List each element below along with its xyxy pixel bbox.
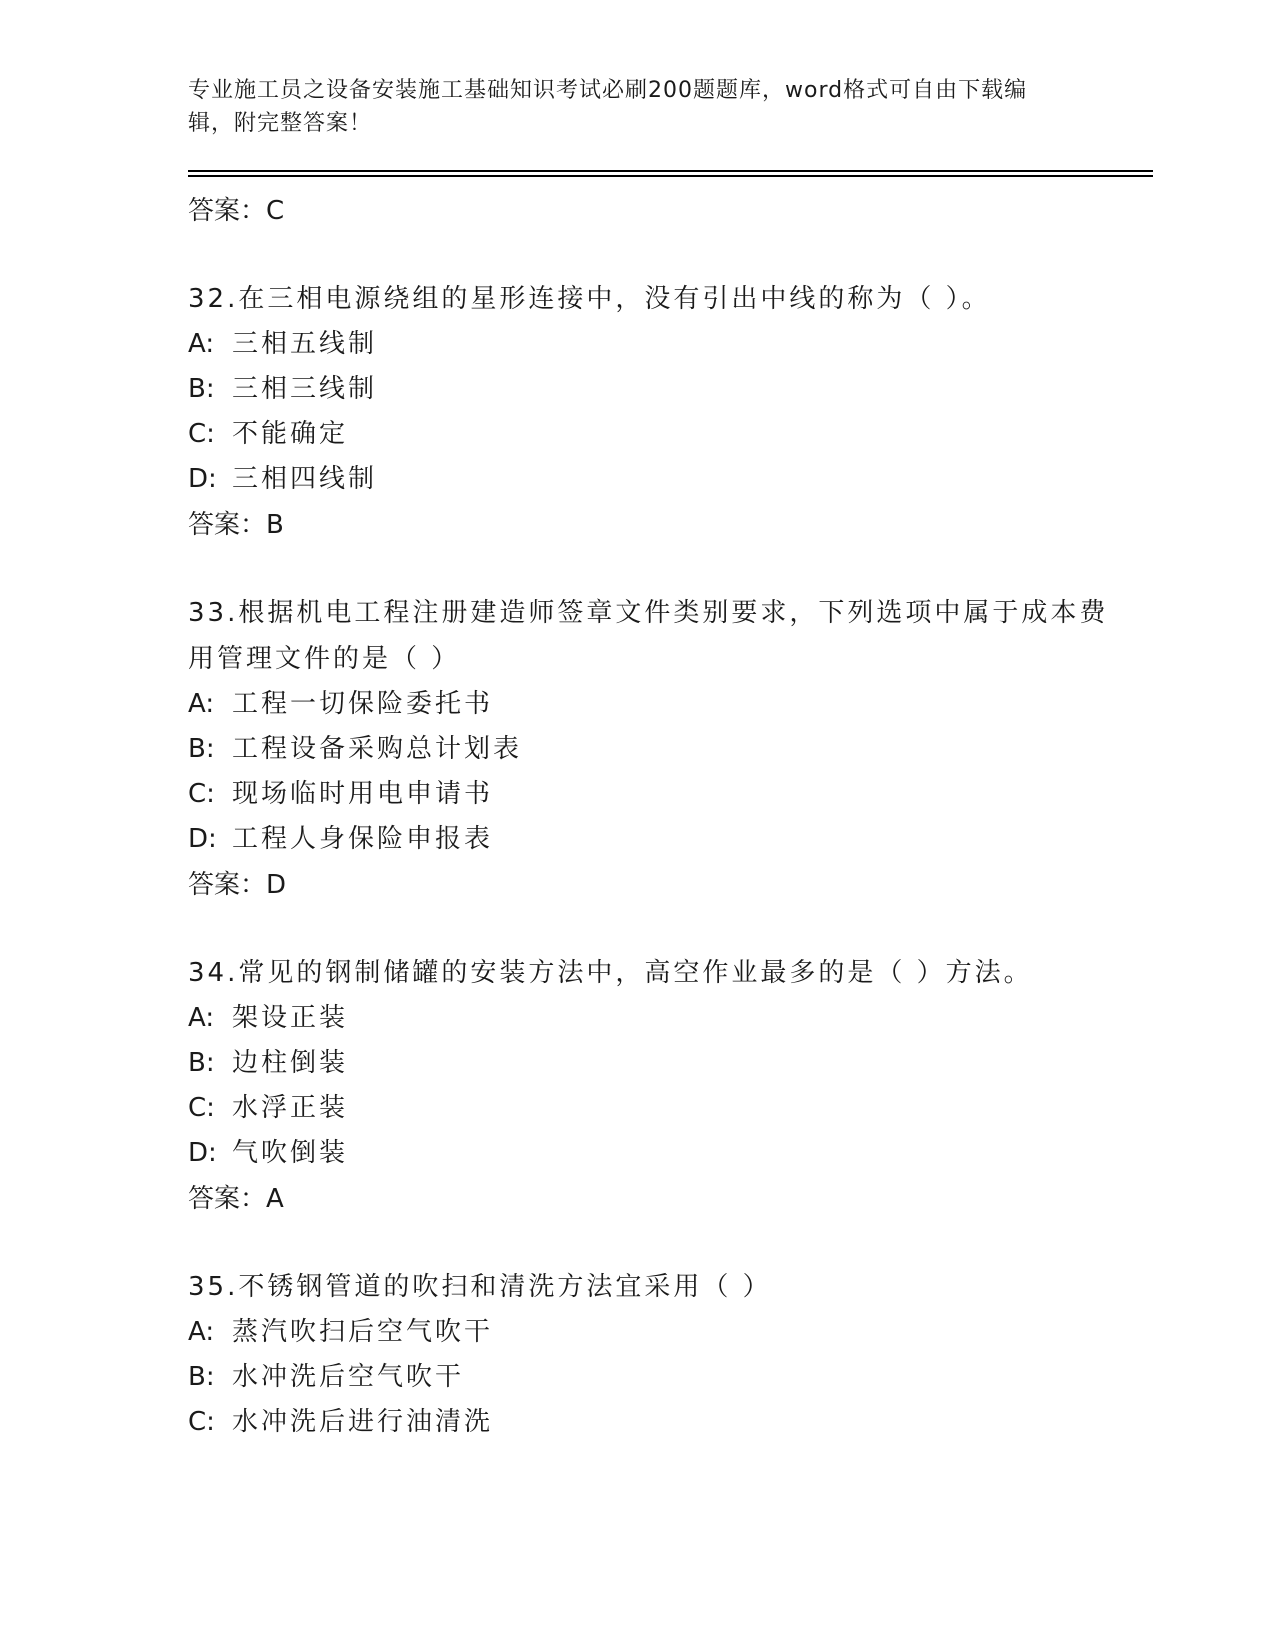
question-33 <box>188 590 1128 908</box>
document-header <box>188 74 1068 140</box>
answer-line: 答案：D <box>188 870 287 900</box>
option-d <box>188 457 1128 502</box>
header-text: 专业施工员之设备安装施工基础知识考试必刷200题题库，word格式可自由下载编辑，附完整答案！ <box>188 78 1028 136</box>
option-text: 工程设备采购总计划表 <box>232 734 523 764</box>
option-d <box>188 1131 1128 1176</box>
question-stem: 32.在三相电源绕组的星形连接中，没有引出中线的称为（ ）。 <box>188 284 991 314</box>
option-text: 现场临时用电申请书 <box>232 779 494 809</box>
option-text: 水浮正装 <box>232 1093 349 1123</box>
option-text: 不能确定 <box>232 419 349 449</box>
option-key: A: <box>188 329 215 359</box>
option-text: 水冲洗后空气吹干 <box>232 1362 465 1392</box>
option-key: B: <box>188 1048 215 1078</box>
option-b <box>188 1355 1128 1400</box>
option-a <box>188 1310 1128 1355</box>
option-key: C: <box>188 779 215 809</box>
option-key: C: <box>188 1093 215 1123</box>
option-text: 三相三线制 <box>232 374 378 404</box>
question-list <box>188 188 1128 1445</box>
option-text: 水冲洗后进行油清洗 <box>232 1407 494 1437</box>
answer-line: 答案：A <box>188 1184 284 1214</box>
option-text: 工程人身保险申报表 <box>232 824 494 854</box>
question-stem: 34.常见的钢制储罐的安装方法中，高空作业最多的是（ ）方法。 <box>188 958 1033 988</box>
option-b <box>188 727 1128 772</box>
option-key: D: <box>188 824 217 854</box>
option-key: D: <box>188 464 217 494</box>
option-b <box>188 367 1128 412</box>
option-text: 工程一切保险委托书 <box>232 689 494 719</box>
option-key: A: <box>188 1003 215 1033</box>
option-key: C: <box>188 419 215 449</box>
question-stem: 33.根据机电工程注册建造师签章文件类别要求，下列选项中属于成本费用管理文件的是（ ） <box>188 598 1109 674</box>
option-key: D: <box>188 1138 217 1168</box>
option-text: 蒸汽吹扫后空气吹干 <box>232 1317 494 1347</box>
option-a <box>188 322 1128 367</box>
option-key: A: <box>188 689 215 719</box>
option-key: B: <box>188 1362 215 1392</box>
question-35 <box>188 1264 1128 1445</box>
option-key: C: <box>188 1407 215 1437</box>
option-b <box>188 1041 1128 1086</box>
option-key: B: <box>188 734 215 764</box>
option-a <box>188 682 1128 727</box>
option-text: 气吹倒装 <box>232 1138 349 1168</box>
option-key: B: <box>188 374 215 404</box>
question-32 <box>188 276 1128 548</box>
option-text: 边柱倒装 <box>232 1048 349 1078</box>
header-rule-top <box>188 170 1153 172</box>
question-stem: 35.不锈钢管道的吹扫和清洗方法宜采用（ ） <box>188 1272 772 1302</box>
option-key: A: <box>188 1317 215 1347</box>
option-text: 架设正装 <box>232 1003 349 1033</box>
option-text: 三相四线制 <box>232 464 378 494</box>
header-rule-bottom <box>188 175 1153 177</box>
previous-answer: 答案：C <box>188 196 285 226</box>
option-c <box>188 772 1128 817</box>
answer-line: 答案：B <box>188 510 284 540</box>
question-34 <box>188 950 1128 1222</box>
option-text: 三相五线制 <box>232 329 378 359</box>
option-a <box>188 996 1128 1041</box>
option-c <box>188 1086 1128 1131</box>
option-d <box>188 817 1128 862</box>
option-c <box>188 1400 1128 1445</box>
option-c <box>188 412 1128 457</box>
